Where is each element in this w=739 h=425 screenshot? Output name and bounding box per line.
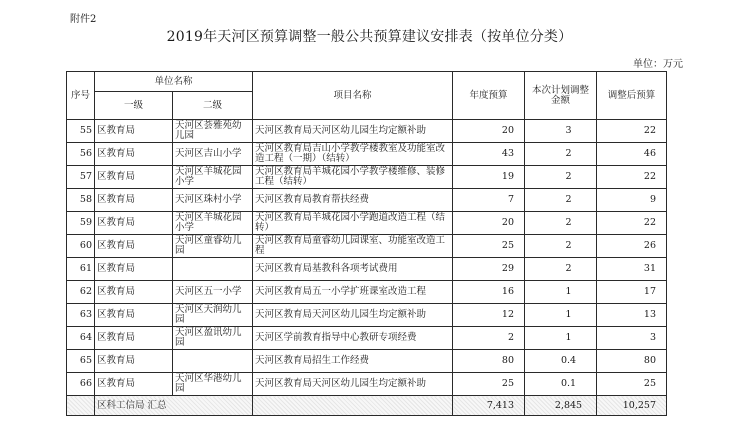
table-row <box>67 212 667 235</box>
row-project: 天河区学前教育指导中心教研专项经费 <box>253 327 453 350</box>
header-seq: 序号 <box>67 72 95 120</box>
row-level2: 天河区华港幼儿园 <box>173 373 253 396</box>
row-adjust: 1 <box>525 327 597 350</box>
header-project: 项目名称 <box>253 72 453 120</box>
row-project: 天河区教育局天河区幼儿园生均定额补助 <box>253 373 453 396</box>
row-adjust: 2 <box>525 212 597 235</box>
header-level2: 二级 <box>173 92 253 120</box>
row-seq: 64 <box>67 327 95 350</box>
row-adjust: 0.4 <box>525 350 597 373</box>
attachment-label: 附件2 <box>70 14 97 25</box>
row-annual: 19 <box>453 166 525 189</box>
row-project: 天河区教育局基教科各项考试费用 <box>253 258 453 281</box>
row-project: 天河区教育局童睿幼儿园课室、功能室改造工程 <box>253 235 453 258</box>
table-row <box>67 373 667 396</box>
row-annual: 20 <box>453 120 525 143</box>
row-adjust: 2 <box>525 235 597 258</box>
row-adjust: 2 <box>525 258 597 281</box>
row-adjust: 3 <box>525 120 597 143</box>
table-row <box>67 304 667 327</box>
row-annual: 29 <box>453 258 525 281</box>
row-adjust: 2 <box>525 143 597 166</box>
header-adjust-line1: 本次计划调整 <box>532 84 590 96</box>
row-after: 22 <box>597 120 667 143</box>
row-level2: 天河区荟雅苑幼儿园 <box>173 120 253 143</box>
row-seq: 62 <box>67 281 95 304</box>
row-project: 天河区教育局羊城花园小学跑道改造工程（结转） <box>253 212 453 235</box>
row-after: 22 <box>597 212 667 235</box>
row-after: 46 <box>597 143 667 166</box>
table-row <box>67 235 667 258</box>
row-after: 13 <box>597 304 667 327</box>
row-annual: 20 <box>453 212 525 235</box>
row-level1: 区教育局 <box>95 166 173 189</box>
page-title: 2019年天河区预算调整一般公共预算建议安排表（按单位分类） <box>166 29 573 45</box>
row-project: 天河区教育局吉山小学教学楼教室及功能室改造工程（一期）（结转） <box>253 143 453 166</box>
row-annual: 2 <box>453 327 525 350</box>
row-seq: 58 <box>67 189 95 212</box>
row-level2: 天河区五一小学 <box>173 281 253 304</box>
total-row <box>67 396 667 416</box>
header-after: 调整后预算 <box>597 72 667 120</box>
row-annual: 43 <box>453 143 525 166</box>
row-after: 80 <box>597 350 667 373</box>
row-project: 天河区教育局天河区幼儿园生均定额补助 <box>253 304 453 327</box>
row-seq: 63 <box>67 304 95 327</box>
row-project: 天河区教育局天河区幼儿园生均定额补助 <box>253 120 453 143</box>
row-level2 <box>173 350 253 373</box>
row-adjust: 0.1 <box>525 373 597 396</box>
row-project: 天河区教育局招生工作经费 <box>253 350 453 373</box>
total-adjust: 2,845 <box>525 396 597 416</box>
row-annual: 25 <box>453 235 525 258</box>
table-row <box>67 281 667 304</box>
row-level1: 区教育局 <box>95 258 173 281</box>
total-seq <box>67 396 95 416</box>
row-level1: 区教育局 <box>95 120 173 143</box>
row-adjust: 1 <box>525 281 597 304</box>
row-after: 31 <box>597 258 667 281</box>
row-after: 17 <box>597 281 667 304</box>
header-adjust <box>525 72 597 120</box>
row-project: 天河区教育局羊城花园小学教学楼维修、装修工程（结转） <box>253 166 453 189</box>
row-level1: 区教育局 <box>95 373 173 396</box>
row-seq: 65 <box>67 350 95 373</box>
row-seq: 61 <box>67 258 95 281</box>
table-row <box>67 327 667 350</box>
row-after: 26 <box>597 235 667 258</box>
row-seq: 56 <box>67 143 95 166</box>
row-annual: 12 <box>453 304 525 327</box>
row-after: 3 <box>597 327 667 350</box>
header-adjust-line2: 金额 <box>551 94 571 106</box>
row-adjust: 2 <box>525 166 597 189</box>
row-seq: 55 <box>67 120 95 143</box>
total-project <box>253 396 453 416</box>
row-adjust: 2 <box>525 189 597 212</box>
row-seq: 59 <box>67 212 95 235</box>
unit-label: 单位：万元 <box>633 59 683 70</box>
table-row <box>67 120 667 143</box>
row-level1: 区教育局 <box>95 327 173 350</box>
table-row <box>67 258 667 281</box>
row-level1: 区教育局 <box>95 350 173 373</box>
row-level1: 区教育局 <box>95 235 173 258</box>
row-after: 25 <box>597 373 667 396</box>
total-label: 区科工信局 汇总 <box>95 396 253 416</box>
total-after: 10,257 <box>597 396 667 416</box>
row-seq: 57 <box>67 166 95 189</box>
row-level2: 天河区盈讯幼儿园 <box>173 327 253 350</box>
row-after: 22 <box>597 166 667 189</box>
table-row <box>67 350 667 373</box>
table-row <box>67 143 667 166</box>
header-level1: 一级 <box>95 92 173 120</box>
row-level2: 天河区羊城花园小学 <box>173 166 253 189</box>
table-row <box>67 166 667 189</box>
table-row <box>67 189 667 212</box>
header-annual: 年度预算 <box>453 72 525 120</box>
row-level2: 天河区羊城花园小学 <box>173 212 253 235</box>
row-level1: 区教育局 <box>95 143 173 166</box>
row-level2: 天河区珠村小学 <box>173 189 253 212</box>
row-level2: 天河区吉山小学 <box>173 143 253 166</box>
row-level2: 天河区童睿幼儿园 <box>173 235 253 258</box>
total-annual: 7,413 <box>453 396 525 416</box>
row-project: 天河区教育局五一小学扩班课室改造工程 <box>253 281 453 304</box>
row-annual: 7 <box>453 189 525 212</box>
row-after: 9 <box>597 189 667 212</box>
row-level1: 区教育局 <box>95 281 173 304</box>
row-seq: 66 <box>67 373 95 396</box>
row-project: 天河区教育局教育帮扶经费 <box>253 189 453 212</box>
row-level2: 天河区天润幼儿园 <box>173 304 253 327</box>
row-level1: 区教育局 <box>95 304 173 327</box>
row-seq: 60 <box>67 235 95 258</box>
row-annual: 25 <box>453 373 525 396</box>
row-annual: 16 <box>453 281 525 304</box>
budget-table <box>66 71 667 416</box>
row-annual: 80 <box>453 350 525 373</box>
header-unit-name: 单位名称 <box>95 72 253 92</box>
row-adjust: 1 <box>525 304 597 327</box>
row-level1: 区教育局 <box>95 189 173 212</box>
row-level2 <box>173 258 253 281</box>
row-level1: 区教育局 <box>95 212 173 235</box>
